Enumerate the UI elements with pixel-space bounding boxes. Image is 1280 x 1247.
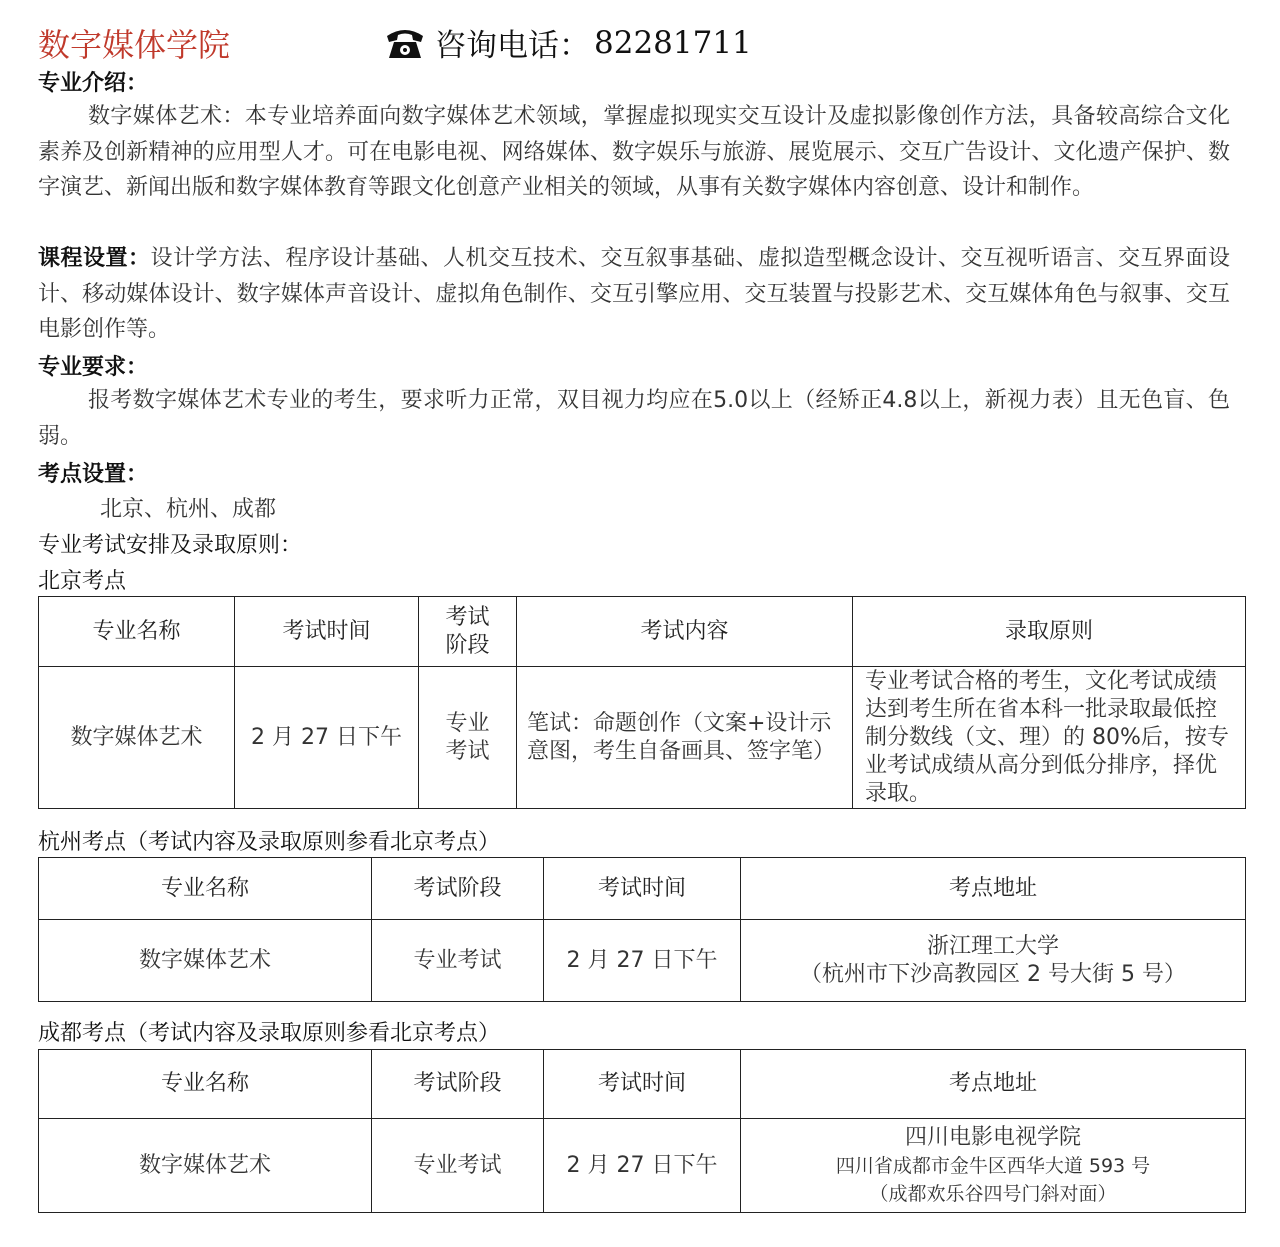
address-line: 四川电影电视学院 (904, 1124, 1081, 1150)
table-header-row (39, 1050, 1246, 1119)
address-line: （成都欢乐谷四号门斜对面） (869, 1182, 1117, 1205)
cell-major: 数字媒体艺术 (39, 667, 235, 809)
col-time: 考试时间 (544, 1050, 741, 1119)
courses-paragraph (38, 241, 1230, 348)
courses-heading: 课程设置： (38, 246, 151, 271)
requirements-text: 报考数字媒体艺术专业的考生，要求听力正常，双目视力均应在5.0以上（经矫正4.8以上，新视力表）且无色盲、色弱。 (38, 388, 1230, 449)
col-address: 考点地址 (741, 858, 1246, 920)
courses-text: 设计学方法、程序设计基础、人机交互技术、交互叙事基础、虚拟造型概念设计、交互视听语言、交互界面设计、移动媒体设计、数字媒体声音设计、虚拟角色制作、交互引擎应用、交互装置与投影艺术、交互媒体角色与叙事、交互电影创作等。 (38, 246, 1230, 342)
table-row (39, 1119, 1246, 1213)
arrangement-heading: 专业考试安排及录取原则： (38, 533, 303, 558)
col-address: 考点地址 (741, 1050, 1246, 1119)
cell-time: 2 月 27 日下午 (235, 667, 419, 809)
table-row (39, 920, 1246, 1002)
chengdu-heading: 成都考点（考试内容及录取原则参看北京考点） (38, 1021, 501, 1046)
cell-stage: 专业考试 (372, 1119, 544, 1213)
phone-label: 咨询电话： (435, 28, 590, 64)
requirements-heading: 专业要求： (38, 355, 149, 380)
intro-text: 数字媒体艺术：本专业培养面向数字媒体艺术领域，掌握虚拟现实交互设计及虚拟影像创作方法，具备较高综合文化素养及创新精神的应用型人才。可在电影电视、网络媒体、数字娱乐与旅游、展览展示、交互广告设计、文化遗产保护、数字演艺、新闻出版和数字媒体教育等跟文化创意产业相关的领域，从事有关数字媒体内容创意、设计和制作。 (38, 104, 1230, 200)
cell-content: 笔试：命题创作（文案+设计示意图，考生自备画具、签字笔） (517, 667, 853, 809)
phone-number: 82281711 (594, 24, 752, 61)
address-line: （杭州市下沙高教园区 2 号大街 5 号） (800, 961, 1186, 987)
beijing-table (38, 596, 1246, 809)
cell-major: 数字媒体艺术 (39, 920, 372, 1002)
telephone-icon (385, 26, 425, 60)
table-row (39, 667, 1246, 809)
sites-text: 北京、杭州、成都 (100, 497, 277, 522)
col-major: 专业名称 (39, 1050, 372, 1119)
cell-address (741, 920, 1246, 1002)
intro-heading: 专业介绍： (38, 71, 149, 96)
cell-stage: 专业考试 (419, 667, 517, 809)
cell-time: 2 月 27 日下午 (544, 920, 741, 1002)
col-time: 考试时间 (235, 597, 419, 667)
cell-address (741, 1119, 1246, 1213)
phone-consult (385, 20, 752, 65)
hangzhou-heading: 杭州考点（考试内容及录取原则参看北京考点） (38, 830, 501, 855)
col-content: 考试内容 (517, 597, 853, 667)
col-stage: 考试阶段 (419, 597, 517, 667)
cell-stage: 专业考试 (372, 920, 544, 1002)
chengdu-table (38, 1049, 1246, 1213)
col-stage: 考试阶段 (372, 858, 544, 920)
hangzhou-table (38, 857, 1246, 1002)
cell-time: 2 月 27 日下午 (544, 1119, 741, 1213)
table-header-row (39, 858, 1246, 920)
table-header-row (39, 597, 1246, 667)
col-principle: 录取原则 (853, 597, 1246, 667)
address-line: 浙江理工大学 (926, 933, 1059, 959)
col-major: 专业名称 (39, 858, 372, 920)
cell-principle: 专业考试合格的考生，文化考试成绩达到考生所在省本科一批录取最低控制分数线（文、理）的 80%后，按专业考试成绩从高分到低分排序，择优录取。 (853, 667, 1246, 809)
col-major: 专业名称 (39, 597, 235, 667)
cell-major: 数字媒体艺术 (39, 1119, 372, 1213)
school-title: 数字媒体学院 (38, 26, 231, 64)
col-stage: 考试阶段 (372, 1050, 544, 1119)
address-line: 四川省成都市金牛区西华大道 593 号 (835, 1154, 1151, 1177)
beijing-heading: 北京考点 (38, 569, 127, 594)
sites-heading: 考点设置： (38, 462, 149, 487)
col-time: 考试时间 (544, 858, 741, 920)
